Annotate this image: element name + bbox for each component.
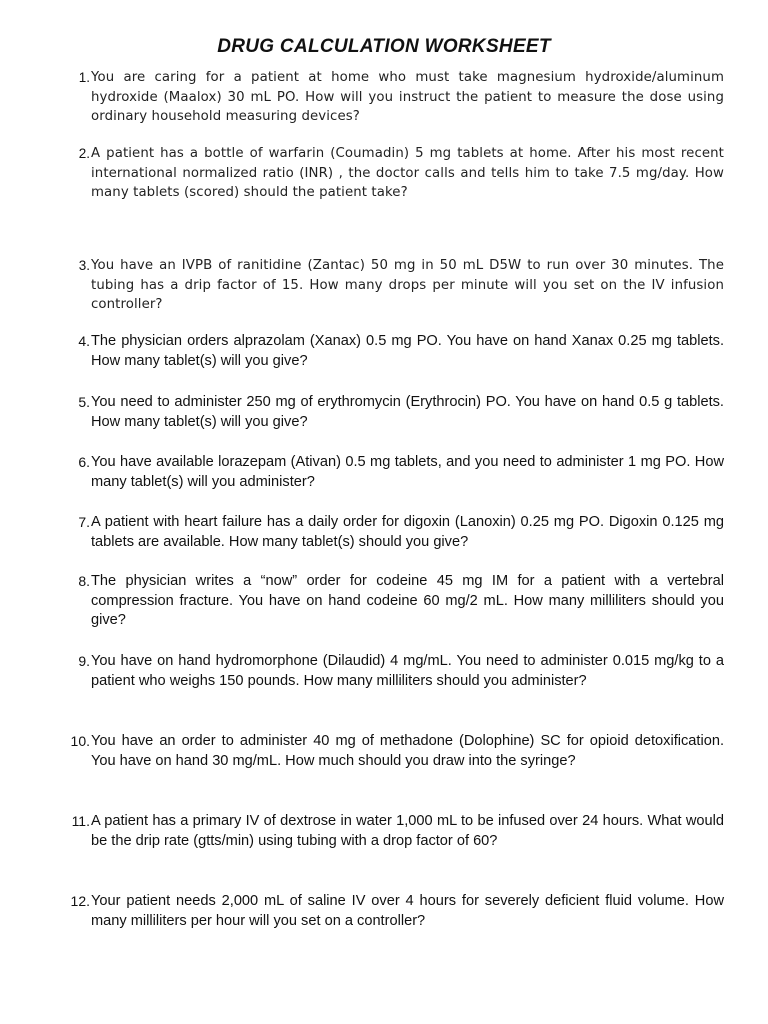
question-item bbox=[66, 144, 724, 203]
question-text: You need to administer 250 mg of erythromycin (Erythrocin) PO. You have on hand 0.5 g tablets. How many tablet(s) will you give? bbox=[91, 394, 724, 430]
question-number: 7. bbox=[78, 514, 90, 530]
question-text: You have an order to administer 40 mg of methadone (Dolophine) SC for opioid detoxification. You have on hand 30 mg/mL. How much should you draw into the syringe? bbox=[91, 733, 724, 769]
question-item bbox=[66, 892, 724, 931]
question-number: 11. bbox=[71, 813, 90, 829]
question-number: 5. bbox=[78, 394, 90, 410]
question-number: 4. bbox=[78, 333, 90, 349]
question-item bbox=[66, 652, 724, 691]
question-number: 3. bbox=[78, 258, 90, 273]
question-item bbox=[66, 453, 724, 492]
question-number: 10. bbox=[70, 733, 90, 749]
question-text: You have available lorazepam (Ativan) 0.5 mg tablets, and you need to administer 1 mg PO. How many tablet(s) will you administer? bbox=[91, 454, 724, 490]
question-number: 12. bbox=[70, 893, 90, 909]
question-text: A patient with heart failure has a daily order for digoxin (Lanoxin) 0.25 mg PO. Digoxin 0.125 mg tablets are available. How many tablet(s) should you give? bbox=[91, 514, 724, 550]
question-text: A patient has a bottle of warfarin (Coumadin) 5 mg tablets at home. After his most recent international normalized ratio (INR) , the doctor calls and tells him to take 7.5 mg/day. How many tablets (scored) should the patient take? bbox=[91, 146, 724, 200]
page-title: DRUG CALCULATION WORKSHEET bbox=[217, 36, 551, 57]
question-item bbox=[66, 812, 724, 851]
question-item bbox=[66, 68, 724, 127]
question-text: You have on hand hydromorphone (Dilaudid) 4 mg/mL. You need to administer 0.015 mg/kg to a patient who weighs 150 pounds. How many milliliters should you administer? bbox=[91, 653, 724, 689]
question-item bbox=[66, 393, 724, 432]
question-text: The physician writes a “now” order for codeine 45 mg IM for a patient with a vertebral compression fracture. You have on hand codeine 60 mg/2 mL. How many milliliters should you give? bbox=[91, 573, 724, 628]
question-text: You are caring for a patient at home who must take magnesium hydroxide/aluminum hydroxide (Maalox) 30 mL PO. How will you instruct the patient to measure the dose using ordinary household measuring devices? bbox=[91, 70, 724, 124]
question-number: 8. bbox=[78, 573, 90, 589]
question-text: The physician orders alprazolam (Xanax) 0.5 mg PO. You have on hand Xanax 0.25 mg tablets. How many tablet(s) will you give? bbox=[91, 333, 724, 369]
question-item bbox=[66, 732, 724, 771]
question-number: 1. bbox=[78, 70, 90, 85]
question-text: Your patient needs 2,000 mL of saline IV over 4 hours for severely deficient fluid volume. How many milliliters per hour will you set on a controller? bbox=[91, 893, 724, 929]
question-item bbox=[66, 513, 724, 552]
question-item bbox=[66, 572, 724, 631]
question-number: 6. bbox=[78, 454, 90, 470]
question-number: 2. bbox=[78, 146, 90, 161]
question-text: A patient has a primary IV of dextrose in water 1,000 mL to be infused over 24 hours. What would be the drip rate (gtts/min) using tubing with a drop factor of 60? bbox=[91, 813, 724, 849]
question-text: You have an IVPB of ranitidine (Zantac) 50 mg in 50 mL D5W to run over 30 minutes. The tubing has a drip factor of 15. How many drops per minute will you set on the IV infusion controller? bbox=[91, 258, 724, 312]
question-item bbox=[66, 332, 724, 371]
question-item bbox=[66, 256, 724, 315]
question-number: 9. bbox=[78, 653, 90, 669]
